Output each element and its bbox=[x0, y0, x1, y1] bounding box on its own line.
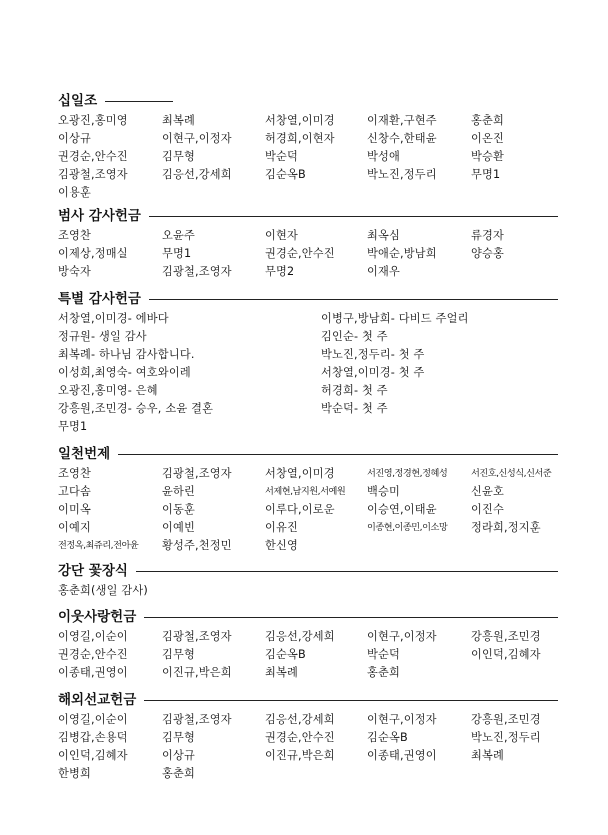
name-cell: 이루다,이로운 bbox=[265, 503, 335, 516]
name-cell: 최복례 bbox=[162, 114, 196, 127]
name-cell: 한신영 bbox=[265, 539, 299, 552]
name-cell: 박성애 bbox=[367, 150, 401, 163]
name-cell: 최옥심 bbox=[367, 229, 401, 242]
header-rule bbox=[149, 216, 558, 217]
name-cell: 강흥원,조민경 bbox=[471, 630, 541, 643]
name-cell: 이영길,이순이 bbox=[58, 713, 128, 726]
name-cell: 이제상,정매실 bbox=[58, 247, 128, 260]
section-special-thanks bbox=[58, 289, 558, 436]
section-header bbox=[58, 561, 558, 581]
section-tithe bbox=[58, 91, 558, 202]
name-cell: 양승홍 bbox=[471, 247, 505, 260]
name-cell: 이동훈 bbox=[162, 503, 196, 516]
name-cell: 이인덕,김혜자 bbox=[58, 749, 128, 762]
note-cell: 무명1 bbox=[58, 420, 88, 433]
note-cell: 이성희,최영숙- 여호와이레 bbox=[58, 366, 191, 379]
name-cell: 무명1 bbox=[471, 168, 501, 181]
name-grid bbox=[58, 465, 558, 555]
section-title: 십일조 bbox=[58, 93, 98, 109]
name-cell: 이승연,이태윤 bbox=[367, 503, 437, 516]
name-cell: 권경순,안수진 bbox=[58, 648, 128, 661]
name-cell: 김병갑,손용덕 bbox=[58, 731, 128, 744]
name-cell: 백승미 bbox=[367, 485, 401, 498]
section-header bbox=[58, 607, 558, 627]
name-grid bbox=[58, 711, 558, 783]
header-rule bbox=[136, 571, 558, 572]
name-cell: 강흥원,조민경 bbox=[471, 713, 541, 726]
section-header bbox=[58, 91, 558, 111]
name-cell: 이인덕,김혜자 bbox=[471, 648, 541, 661]
header-rule bbox=[118, 454, 558, 455]
name-cell: 홍춘희 bbox=[162, 767, 196, 780]
name-cell: 이현구,이정자 bbox=[367, 713, 437, 726]
header-rule bbox=[144, 700, 558, 701]
section-title: 특별 감사헌금 bbox=[58, 291, 141, 307]
name-cell: 이상규 bbox=[162, 749, 196, 762]
section-overseas-mission bbox=[58, 690, 558, 783]
name-cell: 권경순,안수진 bbox=[58, 150, 128, 163]
note-grid bbox=[58, 310, 558, 436]
section-title: 해외선교헌금 bbox=[58, 692, 137, 708]
name-cell: 서제현,남지원,서예원 bbox=[265, 486, 346, 497]
name-cell: 서진영,정경현,정혜성 bbox=[367, 468, 448, 479]
note-cell: 이병구,방남희- 다비드 주얼리 bbox=[321, 312, 469, 325]
name-cell: 이예빈 bbox=[162, 521, 196, 534]
name-cell: 김광철,조영자 bbox=[162, 713, 232, 726]
section-thousand-offering bbox=[58, 444, 558, 555]
name-cell: 이진수 bbox=[471, 503, 505, 516]
name-cell: 홍춘희 bbox=[367, 666, 401, 679]
name-cell: 무명1 bbox=[162, 247, 192, 260]
name-cell: 조영찬 bbox=[58, 229, 92, 242]
name-cell: 신윤호 bbox=[471, 485, 505, 498]
note-cell: 서창열,이미경- 첫 주 bbox=[321, 366, 425, 379]
header-rule bbox=[105, 101, 173, 102]
name-cell: 이현자 bbox=[265, 229, 299, 242]
name-cell: 김응선,강세희 bbox=[265, 713, 335, 726]
name-cell: 이영길,이순이 bbox=[58, 630, 128, 643]
note-cell: 허경희- 첫 주 bbox=[321, 384, 388, 397]
name-cell: 박승환 bbox=[471, 150, 505, 163]
name-cell: 김광철,조영자 bbox=[162, 265, 232, 278]
name-cell: 김광철,조영자 bbox=[58, 168, 128, 181]
name-cell: 권경순,안수진 bbox=[265, 247, 335, 260]
name-cell: 이미옥 bbox=[58, 503, 92, 516]
name-cell: 이예지 bbox=[58, 521, 92, 534]
name-cell: 류경자 bbox=[471, 229, 505, 242]
name-cell: 권경순,안수진 bbox=[265, 731, 335, 744]
name-cell: 김무형 bbox=[162, 648, 196, 661]
section-neighbor-love bbox=[58, 607, 558, 682]
name-cell: 박노진,정두리 bbox=[471, 731, 541, 744]
name-cell: 최복례 bbox=[265, 666, 299, 679]
name-cell: 방숙자 bbox=[58, 265, 92, 278]
name-cell: 김순옥B bbox=[265, 168, 306, 181]
name-cell: 홍춘희(생일 감사) bbox=[58, 584, 148, 597]
name-cell: 이종태,권영이 bbox=[58, 666, 128, 679]
name-cell: 김응선,강세희 bbox=[265, 630, 335, 643]
section-title: 강단 꽃장식 bbox=[58, 563, 128, 579]
name-cell: 김순옥B bbox=[367, 731, 408, 744]
name-cell: 박애순,방남희 bbox=[367, 247, 437, 260]
name-cell: 서창열,이미경 bbox=[265, 467, 335, 480]
note-cell: 최복례- 하나님 감사합니다. bbox=[58, 348, 195, 361]
name-cell: 이종현,이종민,이소망 bbox=[367, 522, 448, 533]
name-cell: 오광진,홍미영 bbox=[58, 114, 128, 127]
name-cell: 이진규,박은희 bbox=[265, 749, 335, 762]
name-cell: 신창수,한태윤 bbox=[367, 132, 437, 145]
name-list bbox=[58, 582, 558, 600]
name-cell: 이종태,권영이 bbox=[367, 749, 437, 762]
name-cell: 이현구,이정자 bbox=[162, 132, 232, 145]
name-cell: 전정옥,최쥬리,전아윤 bbox=[58, 540, 139, 551]
name-grid bbox=[58, 628, 558, 682]
name-cell: 박순덕 bbox=[367, 648, 401, 661]
name-cell: 서진호,신성식,신서준 bbox=[471, 468, 552, 479]
name-cell: 김광철,조영자 bbox=[162, 630, 232, 643]
name-cell: 이현구,이정자 bbox=[367, 630, 437, 643]
section-title: 범사 감사헌금 bbox=[58, 208, 141, 224]
name-cell: 고다솜 bbox=[58, 485, 92, 498]
note-cell: 박노진,정두리- 첫 주 bbox=[321, 348, 425, 361]
name-grid bbox=[58, 112, 558, 202]
name-cell: 김응선,강세희 bbox=[162, 168, 232, 181]
name-cell: 이용훈 bbox=[58, 186, 92, 199]
name-cell: 이재우 bbox=[367, 265, 401, 278]
note-cell: 김인순- 첫 주 bbox=[321, 330, 388, 343]
note-cell: 오광진,홍미영- 은혜 bbox=[58, 384, 158, 397]
name-cell: 김순옥B bbox=[265, 648, 306, 661]
name-cell: 서창열,이미경 bbox=[265, 114, 335, 127]
name-cell: 최복례 bbox=[471, 749, 505, 762]
name-cell: 홍춘희 bbox=[471, 114, 505, 127]
section-title: 이웃사랑헌금 bbox=[58, 609, 137, 625]
name-grid bbox=[58, 227, 558, 281]
name-cell: 박노진,정두리 bbox=[367, 168, 437, 181]
name-cell: 김광철,조영자 bbox=[162, 467, 232, 480]
name-cell: 조영찬 bbox=[58, 467, 92, 480]
section-header bbox=[58, 690, 558, 710]
section-general-thanks bbox=[58, 206, 558, 281]
name-cell: 정라희,정지훈 bbox=[471, 521, 541, 534]
name-cell: 이상규 bbox=[58, 132, 92, 145]
section-header bbox=[58, 444, 558, 464]
name-cell: 이유진 bbox=[265, 521, 299, 534]
name-cell: 윤하린 bbox=[162, 485, 196, 498]
section-title: 일천번제 bbox=[58, 446, 111, 462]
name-cell: 허경희,이현자 bbox=[265, 132, 335, 145]
section-altar-flowers bbox=[58, 561, 558, 600]
name-cell: 무명2 bbox=[265, 265, 295, 278]
note-cell: 강흥원,조민경- 승우, 소윤 결혼 bbox=[58, 402, 214, 415]
name-cell: 박순덕 bbox=[265, 150, 299, 163]
name-cell: 이온진 bbox=[471, 132, 505, 145]
header-rule bbox=[149, 299, 558, 300]
section-header bbox=[58, 206, 558, 226]
name-cell: 이진규,박은희 bbox=[162, 666, 232, 679]
section-header bbox=[58, 289, 558, 309]
header-rule bbox=[144, 617, 558, 618]
name-cell: 황성주,천정민 bbox=[162, 539, 232, 552]
note-cell: 서창열,이미경- 에바다 bbox=[58, 312, 169, 325]
note-cell: 정규원- 생일 감사 bbox=[58, 330, 147, 343]
name-cell: 이재환,구현주 bbox=[367, 114, 437, 127]
name-cell: 한병희 bbox=[58, 767, 92, 780]
note-cell: 박순덕- 첫 주 bbox=[321, 402, 388, 415]
name-cell: 오윤주 bbox=[162, 229, 196, 242]
name-cell: 김무형 bbox=[162, 150, 196, 163]
name-cell: 김무형 bbox=[162, 731, 196, 744]
